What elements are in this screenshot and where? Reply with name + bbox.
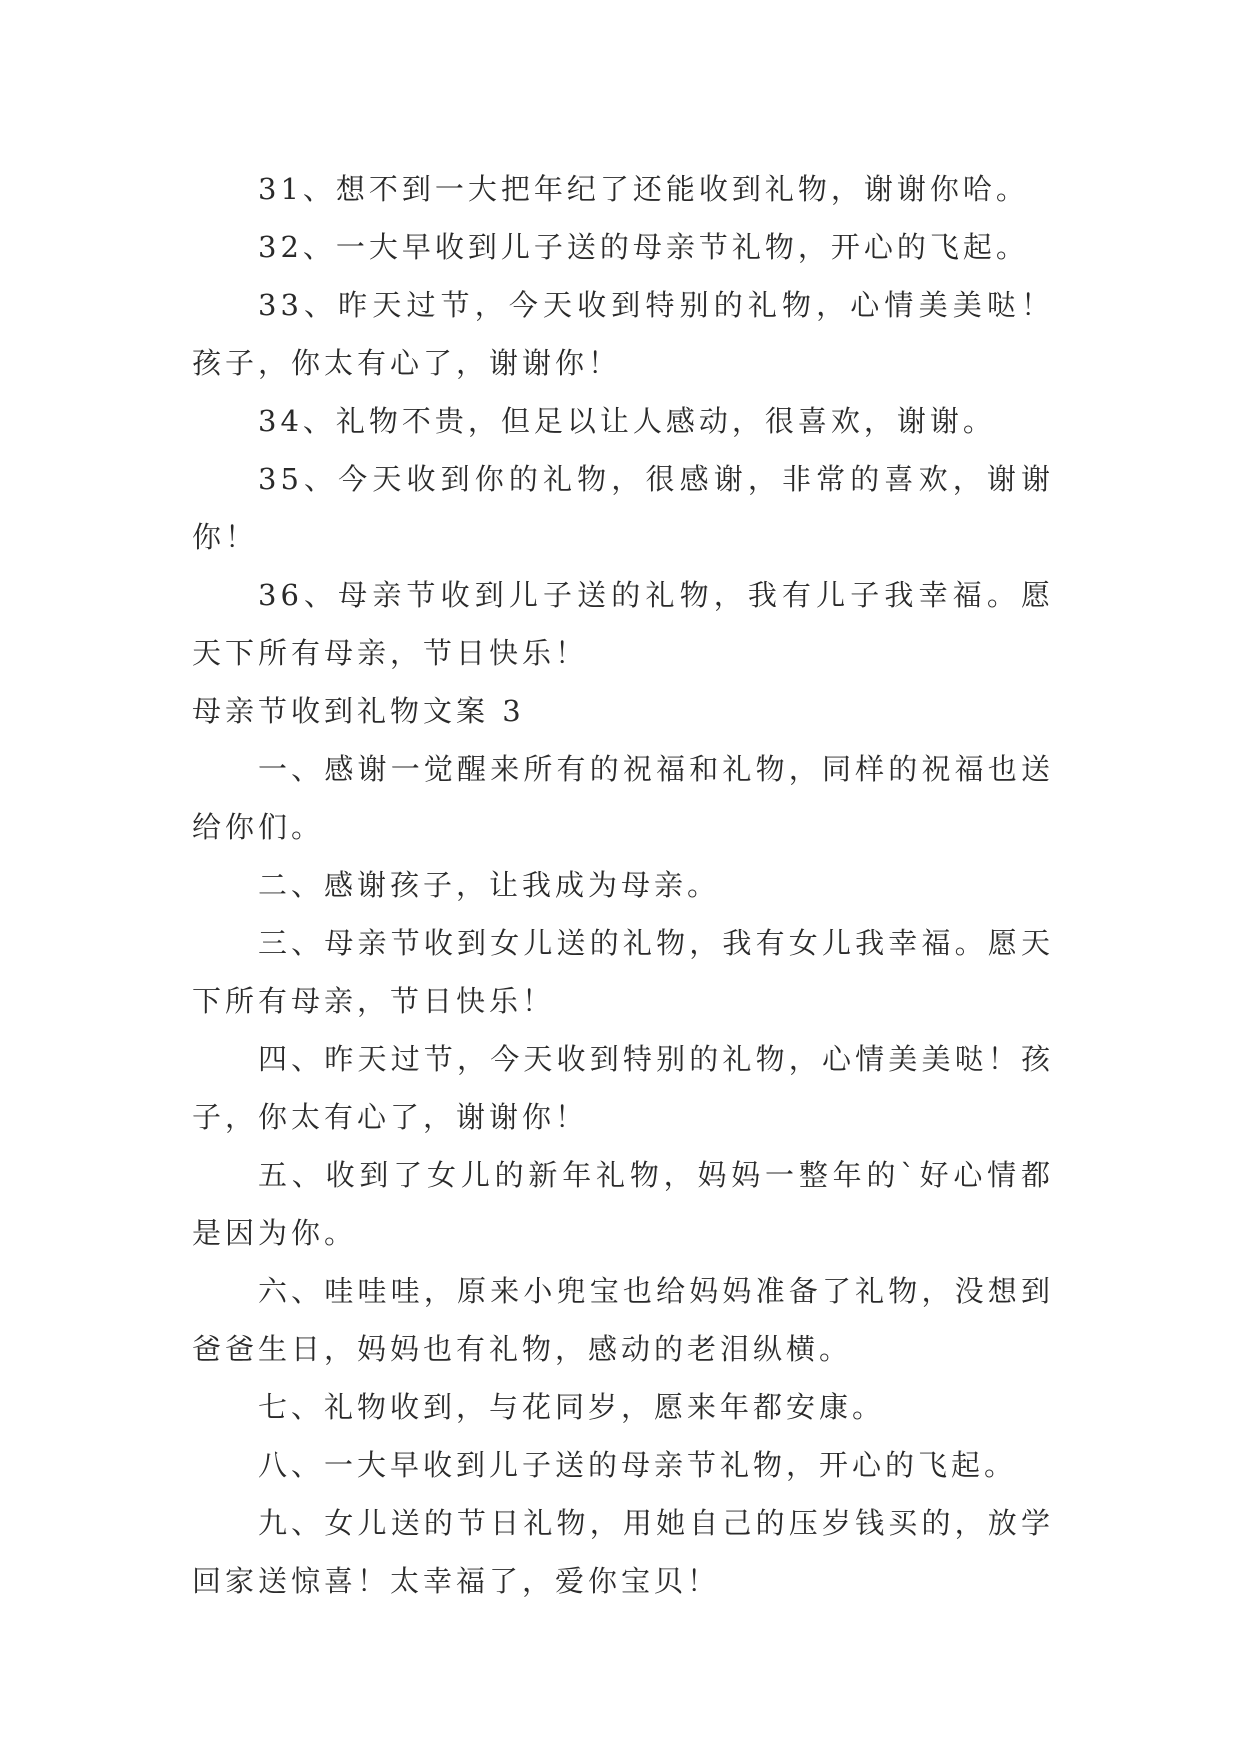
- paragraph-32: 32、一大早收到儿子送的母亲节礼物，开心的飞起。: [258, 230, 1029, 264]
- paragraph-36: 36、母亲节收到儿子送的礼物，我有儿子我幸福。愿天下所有母亲，节日快乐！: [192, 578, 1054, 670]
- paragraph-34: 34、礼物不贵，但足以让人感动，很喜欢，谢谢。: [258, 404, 996, 438]
- section-heading: 母亲节收到礼物文案 3: [192, 694, 525, 728]
- paragraph-31: 31、想不到一大把年纪了还能收到礼物，谢谢你哈。: [258, 172, 1029, 206]
- paragraph-3: 三、母亲节收到女儿送的礼物，我有女儿我幸福。愿天下所有母亲，节日快乐！: [192, 926, 1054, 1018]
- paragraph-1: 一、感谢一觉醒来所有的祝福和礼物，同样的祝福也送给你们。: [192, 752, 1054, 844]
- paragraph-33: 33、昨天过节，今天收到特别的礼物，心情美美哒！孩子，你太有心了，谢谢你！: [192, 288, 1054, 380]
- paragraph-7: 七、礼物收到，与花同岁，愿来年都安康。: [258, 1390, 886, 1424]
- paragraph-4: 四、昨天过节，今天收到特别的礼物，心情美美哒！孩子，你太有心了，谢谢你！: [192, 1042, 1054, 1134]
- paragraph-2: 二、感谢孩子，让我成为母亲。: [258, 868, 721, 902]
- paragraph-8: 八、一大早收到儿子送的母亲节礼物，开心的飞起。: [258, 1448, 1018, 1482]
- paragraph-6: 六、哇哇哇，原来小兜宝也给妈妈准备了礼物，没想到爸爸生日，妈妈也有礼物，感动的老泪纵横。: [192, 1274, 1054, 1366]
- document-body: [192, 160, 1054, 1610]
- paragraph-5: 五、收到了女儿的新年礼物，妈妈一整年的`好心情都是因为你。: [192, 1158, 1054, 1250]
- paragraph-35: 35、今天收到你的礼物，很感谢，非常的喜欢，谢谢你！: [192, 462, 1054, 554]
- paragraph-9: 九、女儿送的节日礼物，用她自己的压岁钱买的，放学回家送惊喜！太幸福了，爱你宝贝！: [192, 1506, 1054, 1598]
